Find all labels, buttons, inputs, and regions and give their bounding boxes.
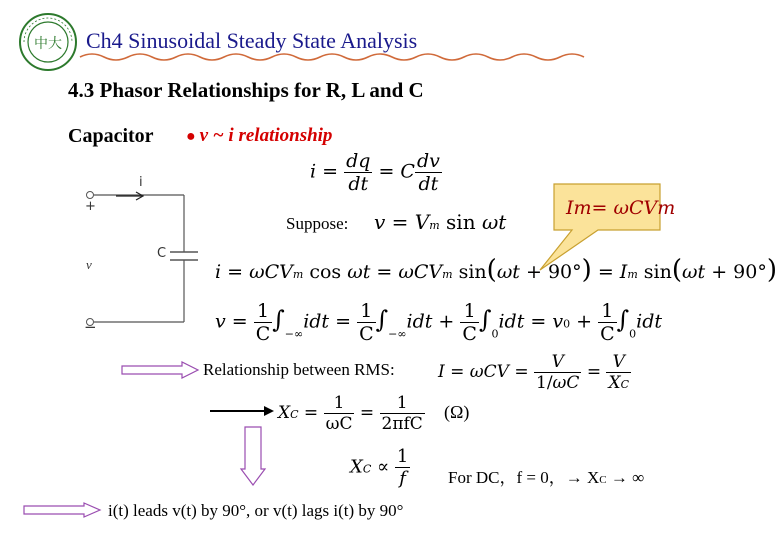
equation-rms: I = ωCV = $\frac{V}{1/\omega C}$ = $\frac{V}{XC}$ [438,352,630,393]
plus-terminal: + [85,199,96,214]
section-heading: 4.3 Phasor Relationships for R, L and C [68,78,424,102]
capacitor-symbol-label: C [157,246,167,261]
title-wave-underline [80,50,595,64]
voltage-label: v [86,257,92,272]
suppose-label: Suppose: [286,214,349,233]
arrow-rms-icon [120,361,200,379]
ohm-unit: (Ω) [444,402,470,422]
for-dc-sub: C [599,474,607,486]
current-label: i [139,175,143,190]
equation-i-dq-dt: i = $\frac{dq}{dt}$ = C $\frac{dv}{dt}$ [310,150,440,195]
relationship-bullet [186,125,332,147]
callout-formula: Im= ωCVm [566,197,676,219]
capacitor-label: Capacitor [68,125,154,147]
down-bracket-arrow-icon [240,425,266,487]
leads-statement: i(t) leads v(t) by 90°, or v(t) lags i(t) by 90° [108,501,404,520]
minus-terminal: − [84,318,97,336]
svg-text:中大: 中大 [34,36,62,52]
for-dc-main: For DC，f = 0，→ X [448,468,600,487]
for-dc-tail: → ∞ [606,468,645,487]
bullet-dot-icon: ● [186,128,196,145]
arrow-leads-icon [22,502,102,518]
equation-xc-proportional: XC ∝ $\frac{1}{f}$ [350,446,409,489]
bullet-text: v ~ i relationship [199,125,333,146]
for-dc-text [448,463,644,488]
equation-voltage-integral: v = $\frac{1}{C}$ $\int_{-\infty}idt$ = $\frac{1}{C}$ $\int_{-\infty}idt$ + $\frac{1}{C}$ $\int_0idt = v0$ + $\frac{1}{C}$ $\int_0idt$ [215,300,662,345]
capacitor-circuit-diagram [80,170,190,340]
arrow-xc-icon [210,404,276,418]
university-logo [18,12,78,72]
slide-title: Ch4 Sinusoidal Steady State Analysis [86,28,418,53]
equation-current-sin: i = ωCVm cos ωt = ωCVm sin(ωt + 90°) = Im sin(ωt + 90°) [215,255,777,285]
equation-suppose: v = Vm sin ωt [374,210,507,234]
rms-label: Relationship between RMS: [203,360,395,379]
equation-xc: XC = $\frac{1}{\omega C}$ = $\frac{1}{\text{2πfC}}$ [278,393,423,434]
